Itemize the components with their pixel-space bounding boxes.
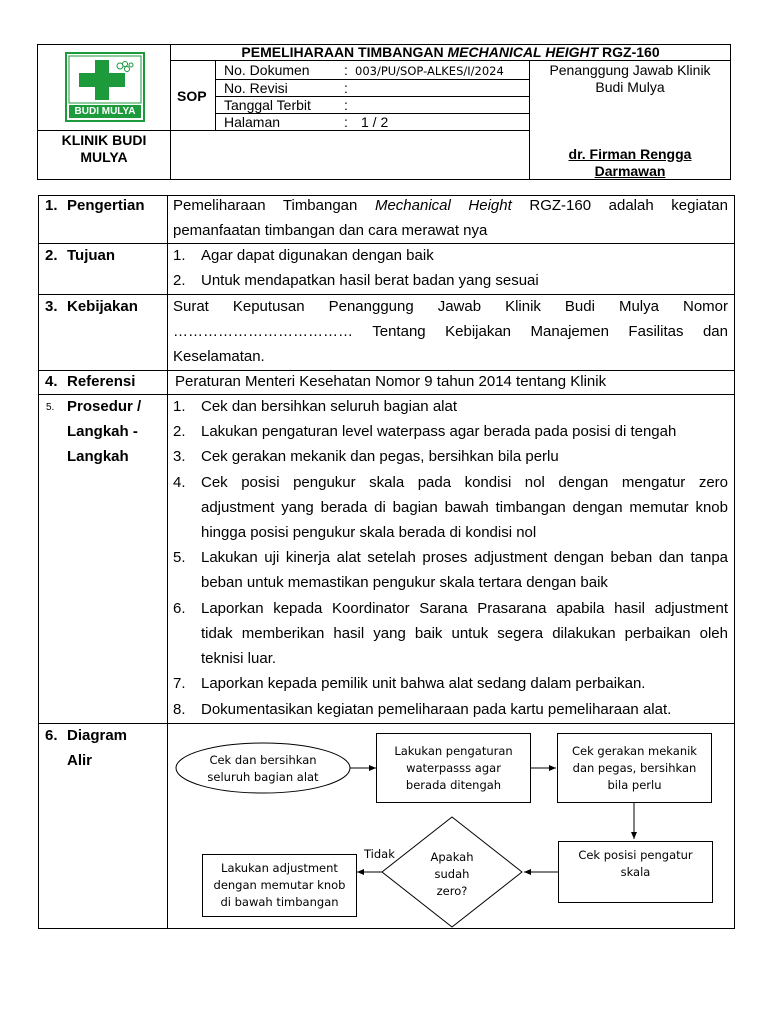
field-sep-no-dokumen: : (344, 62, 348, 78)
decision-line2: sudah (434, 867, 470, 881)
pengertian-text-italic: Mechanical Height (374, 197, 512, 214)
kebijakan-line2: ……………………………… Tentang Kebijakan Manajemen Fasilitas dan (173, 323, 728, 340)
section-label-kebijakan: Kebijakan (67, 298, 138, 315)
step5-line3: di bawah timbangan (220, 895, 339, 909)
kebijakan-line3: Keselamatan. (173, 348, 265, 365)
tujuan-num-2: 2. (173, 272, 186, 289)
step2-line2: waterpasss agar (406, 760, 501, 775)
section-label-prosedur-2: Langkah - (67, 423, 138, 440)
prosedur-item-5-line2: beban untuk memastikan pengukur skala tertara dengan baik (201, 574, 608, 591)
prosedur-item-5-line1: Lakukan uji kinerja alat setelah proses adjustment dengan beban dan tanpa (201, 549, 728, 566)
section-num-pengertian: 1. (45, 197, 58, 214)
step3-line3: bila perlu (607, 777, 662, 792)
step5-line2: dengan memutar knob (213, 878, 346, 892)
step2-line1: Lakukan pengaturan (394, 743, 513, 758)
title-italic: MECHANICAL HEIGHT (447, 44, 599, 60)
pengertian-text-b: RGZ-160 adalah kegiatan (511, 197, 728, 214)
prosedur-num-7: 7. (173, 675, 186, 692)
section-num-diagram: 6. (45, 727, 58, 744)
section-label-prosedur-3: Langkah (67, 448, 129, 465)
step3-line2: dan pegas, bersihkan (572, 760, 697, 775)
kebijakan-line1: Surat Keputusan Penanggung Jawab Klinik Budi Mulya Nomor (173, 298, 728, 315)
prosedur-num-2: 2. (173, 423, 186, 440)
section-label-referensi: Referensi (67, 373, 136, 390)
field-label-no-dokumen: No. Dokumen (224, 62, 310, 78)
logo-text: BUDI MULYA (74, 106, 136, 117)
sop-label: SOP (177, 88, 207, 104)
step4-line1: Cek posisi pengatur (578, 848, 693, 862)
field-label-tanggal-terbit: Tanggal Terbit (224, 97, 311, 113)
prosedur-num-8: 8. (173, 701, 186, 718)
prosedur-item-4-line2: adjustment yang berada di bagian bawah timbangan dengan memutar knob (201, 499, 728, 516)
section-label-pengertian: Pengertian (67, 197, 145, 214)
prosedur-item-3-line1: Cek gerakan mekanik dan pegas, bersihkan bila perlu (201, 448, 559, 465)
flowchart-step-mekanik (557, 733, 712, 803)
prosedur-item-6-line1: Laporkan kepada Koordinator Sarana Prasarana apabila hasil adjustment (201, 600, 728, 617)
prosedur-num-4: 4. (173, 474, 186, 491)
responsible-line1: Penanggung Jawab Klinik (549, 62, 711, 78)
section-num-kebijakan: 3. (45, 298, 58, 315)
decision-line1: Apakah (430, 850, 474, 864)
pengertian-line2: pemanfaatan timbangan dan cara merawat nya (173, 222, 488, 239)
step5-line1: Lakukan adjustment (221, 861, 338, 875)
prosedur-item-7-line1: Laporkan kepada pemilik unit bahwa alat sedang dalam perbaikan. (201, 675, 646, 692)
title-prefix: PEMELIHARAAN TIMBANGAN (241, 44, 448, 60)
section-num-prosedur: 5. (46, 402, 55, 413)
flowchart-step-posisi (558, 841, 713, 903)
field-label-no-revisi: No. Revisi (224, 80, 288, 96)
section-label-tujuan: Tujuan (67, 247, 116, 264)
section-label-diagram-2: Alir (67, 752, 93, 769)
field-value-halaman: 1 / 2 (361, 114, 389, 130)
step4-line2: skala (620, 865, 651, 879)
prosedur-item-6-line2: tidak memberikan hasil yang baik untuk segera dilakukan perbaikan oleh (201, 625, 728, 642)
section-label-prosedur-1: Prosedur / (67, 398, 142, 415)
field-sep-halaman: : (344, 114, 348, 130)
signer-line1: dr. Firman Rengga (568, 146, 692, 162)
prosedur-item-2-line1: Lakukan pengaturan level waterpass agar berada pada posisi di tengah (201, 423, 677, 440)
field-label-halaman: Halaman (224, 114, 281, 130)
start-line1: Cek dan bersihkan (209, 753, 317, 767)
clinic-name-line1: KLINIK BUDI (61, 132, 147, 148)
field-value-no-dokumen: 003/PU/SOP-ALKES/I/2024 (355, 64, 504, 78)
prosedur-item-4-line1: Cek posisi pengukur skala pada kondisi nol dengan mengatur zero (201, 474, 728, 491)
title-suffix: RGZ-160 (598, 44, 660, 60)
tujuan-item-1: Agar dapat digunakan dengan baik (201, 247, 434, 264)
section-num-tujuan: 2. (45, 247, 58, 264)
field-sep-tanggal-terbit: : (344, 97, 348, 113)
step2-line3: berada ditengah (405, 777, 502, 792)
tujuan-num-1: 1. (173, 247, 186, 264)
flowchart-step-waterpass (376, 733, 531, 803)
section-label-diagram-1: Diagram (67, 727, 128, 744)
signer-line2: Darmawan (594, 163, 666, 179)
prosedur-item-4-line3: hingga posisi pengukur skala berada di kondisi nol (201, 524, 537, 541)
section-num-referensi: 4. (45, 373, 58, 390)
referensi-text: Peraturan Menteri Kesehatan Nomor 9 tahun 2014 tentang Klinik (175, 373, 607, 390)
prosedur-num-5: 5. (173, 549, 186, 566)
flowchart-step-adjustment (202, 854, 357, 917)
prosedur-num-1: 1. (173, 398, 186, 415)
responsible-line2: Budi Mulya (595, 79, 665, 95)
decision-line3: zero? (436, 884, 468, 898)
clinic-name-line2: MULYA (80, 149, 128, 165)
start-line2: seluruh bagian alat (207, 770, 319, 784)
flowchart-decision (412, 849, 492, 900)
prosedur-item-6-line3: teknisi luar. (201, 650, 277, 667)
flowchart-no-label: Tidak (364, 847, 395, 861)
tujuan-item-2: Untuk mendapatkan hasil berat badan yang sesuai (201, 272, 539, 289)
prosedur-item-8-line1: Dokumentasikan kegiatan pemeliharaan pada kartu pemeliharaan alat. (201, 701, 672, 718)
prosedur-num-3: 3. (173, 448, 186, 465)
pengertian-text-a: Pemeliharaan Timbangan (173, 197, 375, 214)
prosedur-num-6: 6. (173, 600, 186, 617)
prosedur-item-1-line1: Cek dan bersihkan seluruh bagian alat (201, 398, 458, 415)
field-sep-no-revisi: : (344, 80, 348, 96)
step3-line1: Cek gerakan mekanik (572, 743, 697, 758)
flowchart-start (177, 752, 349, 786)
